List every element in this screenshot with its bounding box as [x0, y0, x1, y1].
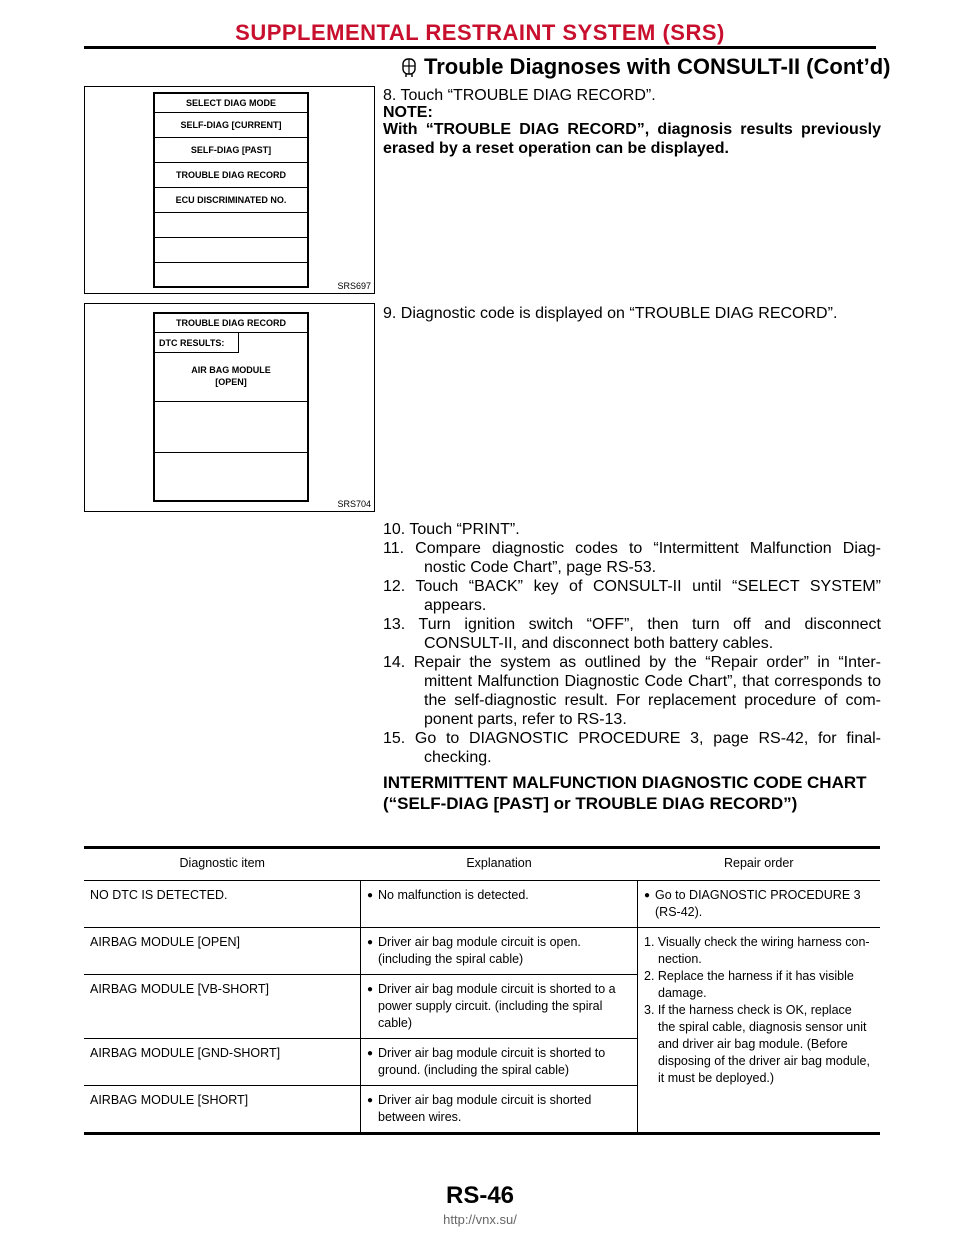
- explanation: [361, 928, 638, 975]
- vehicle-type-icon: [400, 57, 418, 77]
- dtc-result-line: [OPEN]: [215, 377, 247, 387]
- page-number: RS-46: [445, 1182, 515, 1209]
- screen-row: TROUBLE DIAG RECORD: [155, 163, 307, 188]
- explanation: [361, 975, 638, 1039]
- figure-code: SRS697: [337, 281, 371, 291]
- step-11: [383, 539, 881, 577]
- table-row: [84, 928, 880, 975]
- bullet-icon: ●: [367, 937, 374, 948]
- repair-step: 3. If the harness check is OK, replace the spiral cable, diagnosis sensor unit and driver air bag module. (Before disposing of the driver air bag module, it must be deployed.): [644, 1003, 870, 1085]
- explanation-text: Driver air bag module circuit is shorted to ground. (including the spiral cable): [378, 1046, 606, 1077]
- dtc-result-line: AIR BAG MODULE: [191, 365, 271, 375]
- explanation-text: No malfunction is detected.: [378, 888, 529, 902]
- diagnostic-code-chart: [84, 846, 880, 1135]
- chart-heading: INTERMITTENT MALFUNCTION DIAGNOSTIC CODE CHART (“SELF-DIAG [PAST] or TROUBLE DIAG RECORD”): [383, 773, 867, 813]
- step-14: [383, 653, 881, 729]
- explanation-text: Driver air bag module circuit is shorted between wires.: [378, 1093, 592, 1124]
- diagnostic-item: AIRBAG MODULE [OPEN]: [84, 928, 361, 975]
- consult-screen: [153, 312, 309, 502]
- diagnostic-item: NO DTC IS DETECTED.: [84, 881, 361, 928]
- step-10: 10. Touch “PRINT”.: [383, 521, 520, 538]
- figure-code: SRS704: [337, 499, 371, 509]
- note-text: With “TROUBLE DIAG RECORD”, diagnosis results previously erased by a reset operation can be displayed.: [383, 121, 881, 157]
- figure-trouble-diag-record: [84, 303, 375, 512]
- dtc-result: [155, 354, 307, 402]
- page-title: Trouble Diagnoses with CONSULT-II (Cont’d): [424, 54, 891, 79]
- screen-row: SELF-DIAG [CURRENT]: [155, 113, 307, 138]
- step-15: [383, 729, 881, 767]
- explanation: [361, 1086, 638, 1134]
- step-13: [383, 615, 881, 653]
- table-header-row: [84, 848, 880, 881]
- table-row: [84, 881, 880, 928]
- column-header: Diagnostic item: [84, 848, 361, 881]
- step-text: 13. Turn ignition switch “OFF”, then turn off and disconnect: [383, 616, 881, 633]
- bullet-icon: ●: [367, 984, 374, 995]
- section-title: SUPPLEMENTAL RESTRAINT SYSTEM (SRS): [235, 20, 725, 45]
- step-text: mittent Malfunction Diagnostic Code Chart”, that corresponds to the self-diagnostic result. For replacement procedure of com-ponent parts, refer to RS-13.: [424, 673, 881, 728]
- explanation-text: Driver air bag module circuit is open. (including the spiral cable): [378, 935, 581, 966]
- bullet-icon: ●: [367, 1095, 374, 1106]
- step-text: 12. Touch “BACK” key of CONSULT-II until “SELECT SYSTEM”: [383, 578, 881, 595]
- repair-step: 1. Visually check the wiring harness con-nection.: [644, 935, 870, 966]
- header-rule: [84, 46, 876, 49]
- note-label: NOTE:: [383, 104, 433, 121]
- step-text: 15. Go to DIAGNOSTIC PROCEDURE 3, page RS-42, for final-: [383, 730, 881, 747]
- step-9: 9. Diagnostic code is displayed on “TROUBLE DIAG RECORD”.: [383, 305, 838, 322]
- screen-row: SELF-DIAG [PAST]: [155, 138, 307, 163]
- repair-order: [638, 928, 881, 1134]
- explanation-text: Driver air bag module circuit is shorted to a power supply circuit. (including the spiral cable): [378, 982, 616, 1030]
- repair-text: Go to DIAGNOSTIC PROCEDURE 3 (RS-42).: [655, 888, 861, 919]
- screen-row: SELECT DIAG MODE: [155, 94, 307, 113]
- explanation: [361, 1039, 638, 1086]
- step-8: 8. Touch “TROUBLE DIAG RECORD”.: [383, 87, 656, 104]
- footer-url[interactable]: http://vnx.su/: [443, 1212, 517, 1227]
- step-text: checking.: [424, 749, 492, 766]
- bullet-icon: ●: [367, 890, 374, 901]
- column-header: Repair order: [638, 848, 881, 881]
- screen-row: [155, 238, 307, 263]
- bullet-icon: ●: [367, 1048, 374, 1059]
- diagnostic-item: AIRBAG MODULE [SHORT]: [84, 1086, 361, 1134]
- screen-row: ECU DISCRIMINATED NO.: [155, 188, 307, 213]
- explanation: [361, 881, 638, 928]
- dtc-results-label: DTC RESULTS:: [155, 333, 239, 353]
- step-text: 11. Compare diagnostic codes to “Intermittent Malfunction Diag-: [383, 540, 881, 557]
- diagnostic-item: AIRBAG MODULE [VB-SHORT]: [84, 975, 361, 1039]
- bullet-icon: ●: [644, 890, 651, 901]
- step-text: nostic Code Chart”, page RS-53.: [424, 559, 657, 576]
- diagnostic-item: AIRBAG MODULE [GND-SHORT]: [84, 1039, 361, 1086]
- step-text: 14. Repair the system as outlined by the “Repair order” in “Inter-: [383, 654, 881, 671]
- step-text: CONSULT-II, and disconnect both battery cables.: [424, 635, 774, 652]
- figure-select-diag-mode: [84, 86, 375, 294]
- screen-title: TROUBLE DIAG RECORD: [155, 314, 307, 333]
- screen-row: [155, 403, 307, 453]
- consult-screen: [153, 92, 309, 288]
- screen-row: [155, 213, 307, 238]
- step-12: [383, 577, 881, 615]
- step-text: appears.: [424, 597, 487, 614]
- repair-order: [638, 881, 881, 928]
- repair-step: 2. Replace the harness if it has visible damage.: [644, 969, 854, 1000]
- column-header: Explanation: [361, 848, 638, 881]
